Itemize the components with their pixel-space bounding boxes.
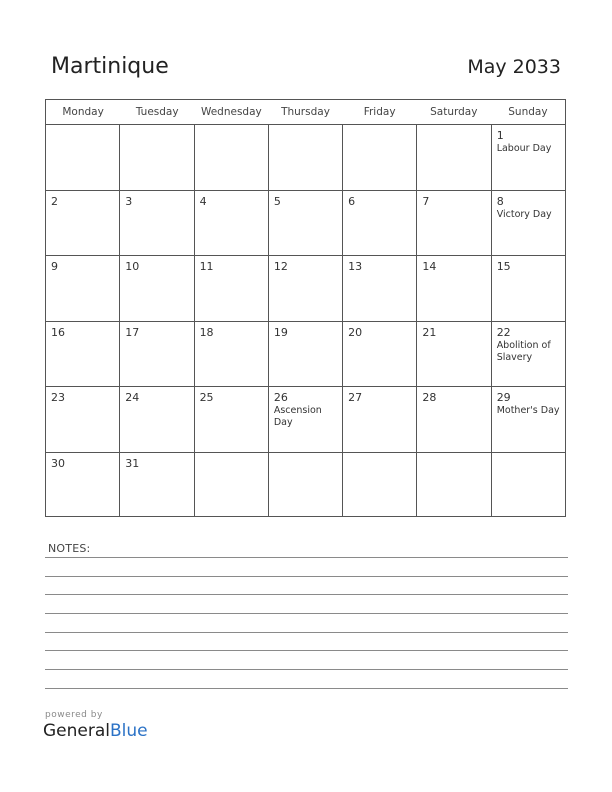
day-number: 26 (273, 391, 288, 404)
day-number: 14 (422, 260, 437, 273)
day-cell (492, 453, 565, 518)
day-cell (343, 256, 417, 321)
note-line (45, 613, 568, 614)
day-cell (417, 387, 491, 452)
day-number: 16 (51, 325, 65, 339)
day-number: 25 (199, 391, 214, 404)
calendar-weeks (46, 125, 565, 517)
day-cell (269, 191, 343, 256)
day-number: 20 (348, 325, 363, 339)
day-number: 19 (273, 325, 288, 339)
brand-blue: Blue (110, 721, 148, 741)
day-cell (120, 191, 194, 256)
brand-logo (43, 721, 148, 741)
weekday-label: Wednesday (200, 106, 262, 118)
day-cell (269, 453, 343, 518)
day-number: 27 (348, 391, 363, 404)
day-cell (195, 256, 269, 321)
note-line (45, 688, 568, 689)
day-cell (195, 125, 269, 190)
day-number: 29 (496, 391, 511, 404)
day-number: 4 (199, 194, 207, 208)
notes-label: NOTES: (48, 542, 91, 555)
day-cell (343, 125, 417, 190)
weekday-label: Saturday (430, 106, 478, 118)
day-number: 22 (496, 325, 511, 339)
day-cell (120, 125, 194, 190)
calendar-grid (45, 99, 566, 517)
week-row (46, 191, 565, 257)
day-number: 6 (348, 194, 356, 208)
holiday-label: Mother's Day (496, 405, 560, 416)
day-cell (269, 387, 343, 452)
holiday-label: Victory Day (496, 208, 552, 220)
day-cell (46, 322, 120, 387)
day-cell (46, 191, 120, 256)
day-cell (417, 322, 491, 387)
holiday-label: Labour Day (496, 143, 552, 154)
week-row (46, 125, 565, 191)
day-number: 15 (496, 260, 511, 273)
day-cell (120, 322, 194, 387)
weekday-header (46, 100, 565, 125)
day-cell (195, 453, 269, 518)
day-number: 1 (496, 129, 504, 142)
day-cell (343, 191, 417, 256)
weekday-label: Tuesday (135, 106, 179, 118)
page-title: Martinique (51, 54, 169, 79)
day-cell (195, 387, 269, 452)
day-cell (492, 191, 565, 256)
weekday-label: Friday (363, 106, 396, 118)
day-number: 9 (51, 260, 58, 273)
day-cell (492, 387, 565, 452)
day-cell (269, 322, 343, 387)
day-cell (269, 125, 343, 190)
powered-by-text: powered by (45, 710, 103, 720)
day-number: 17 (125, 325, 140, 339)
day-cell (417, 191, 491, 256)
day-number: 8 (496, 194, 504, 208)
day-number: 21 (422, 325, 437, 339)
day-cell (343, 453, 417, 518)
day-cell (46, 125, 120, 190)
week-row (46, 387, 565, 453)
brand-general: General (43, 721, 110, 741)
day-number: 13 (348, 260, 363, 273)
day-cell (46, 453, 120, 518)
day-cell (417, 453, 491, 518)
day-number: 24 (125, 391, 140, 404)
note-line (45, 576, 568, 577)
day-number: 23 (51, 391, 65, 404)
day-number: 11 (199, 260, 214, 273)
holiday-label: Abolition of Slavery (496, 339, 551, 363)
day-number: 28 (422, 391, 437, 404)
day-cell (417, 125, 491, 190)
day-number: 5 (273, 194, 281, 208)
day-cell (492, 256, 565, 321)
month-year: May 2033 (467, 56, 561, 78)
day-cell (120, 453, 194, 518)
note-line (45, 594, 568, 595)
day-number: 12 (273, 260, 288, 273)
day-number: 3 (125, 194, 133, 208)
note-line (45, 669, 568, 670)
day-cell (120, 256, 194, 321)
day-cell (343, 387, 417, 452)
day-number: 2 (51, 194, 58, 208)
holiday-label: Ascension Day (273, 405, 322, 428)
weekday-label: Thursday (281, 106, 330, 118)
day-cell (46, 387, 120, 452)
note-line (45, 632, 568, 633)
day-number: 18 (199, 325, 214, 339)
day-cell (492, 125, 565, 190)
day-number: 30 (51, 456, 65, 470)
week-row (46, 256, 565, 322)
day-number: 7 (422, 194, 430, 208)
day-cell (46, 256, 120, 321)
week-row (46, 453, 565, 518)
day-cell (492, 322, 565, 387)
week-row (46, 322, 565, 388)
day-number: 10 (125, 260, 140, 273)
day-cell (195, 191, 269, 256)
day-cell (195, 322, 269, 387)
day-number: 31 (125, 456, 140, 470)
weekday-label: Sunday (508, 106, 548, 118)
day-cell (269, 256, 343, 321)
day-cell (120, 387, 194, 452)
day-cell (417, 256, 491, 321)
note-line (45, 557, 568, 558)
day-cell (343, 322, 417, 387)
note-line (45, 650, 568, 651)
weekday-label: Monday (62, 106, 104, 118)
